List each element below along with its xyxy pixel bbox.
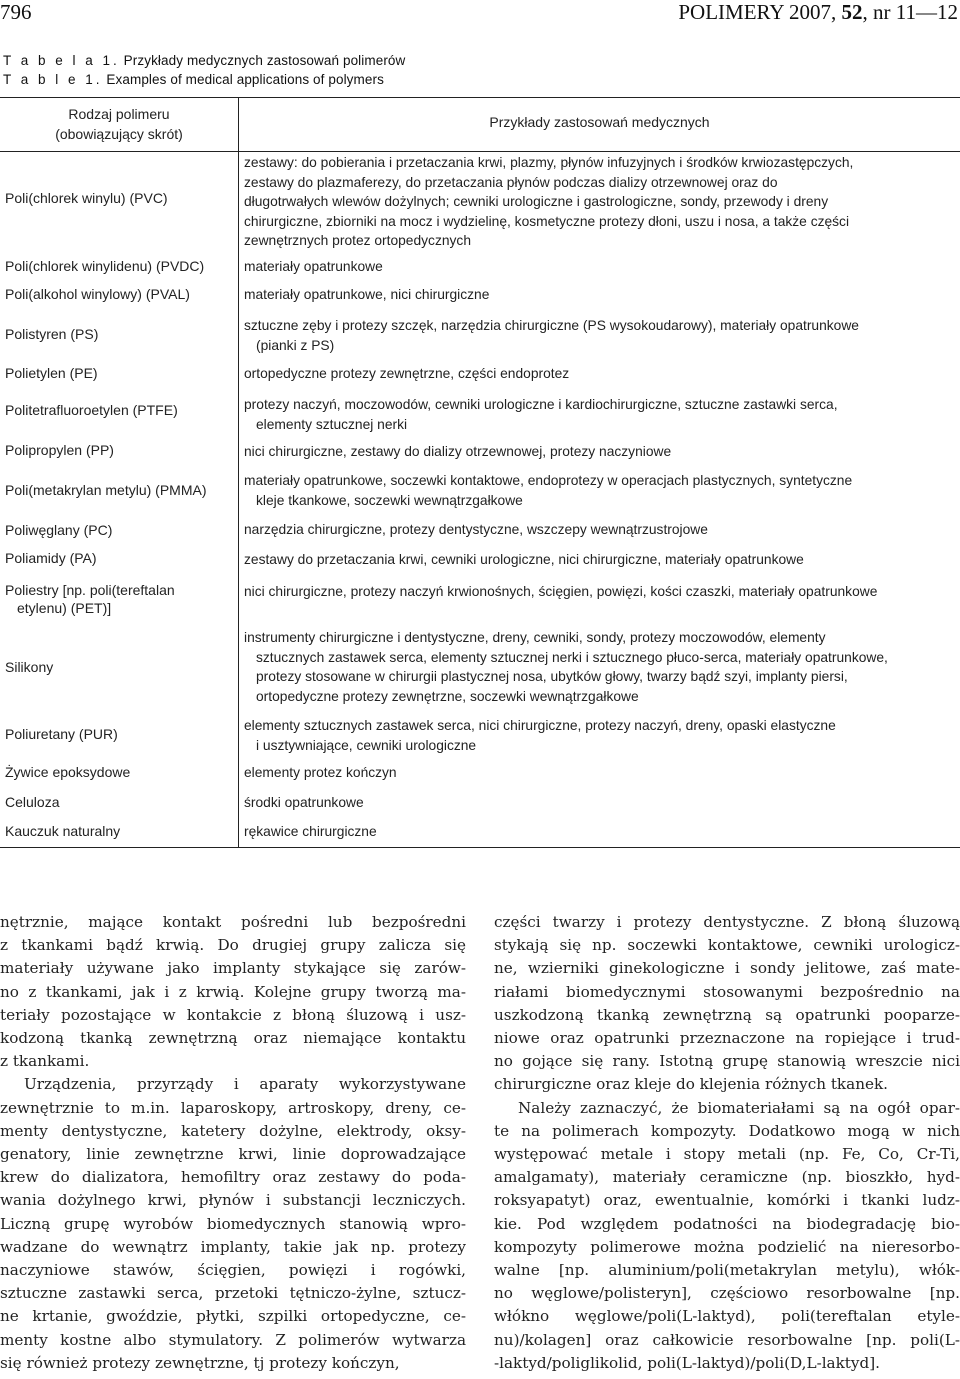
text-line: chirurgiczne oraz kleje do klejenia różnych tkanek.	[494, 1075, 888, 1094]
text-line: no gojące się rany. Istotną grupę stanowią wreszcie nici	[494, 1052, 960, 1071]
application-line: instrumenty chirurgiczne i dentystyczne, dreny, cewniki, sondy, protezy moczowodów, elementy	[244, 630, 826, 645]
polymer-name-line: Poli(chlorek winylidenu) (PVDC)	[5, 258, 205, 274]
text-line: teriały pozostające w kontakcie z błoną śluzową i usz-	[0, 1005, 466, 1024]
text-line: włókno węglowe/poli(L-laktyd), poli(tereftalan etyle-	[494, 1307, 960, 1326]
application-line: elementy protez kończyn	[244, 765, 397, 780]
polymer-name-line: Politetrafluoroetylen (PTFE)	[5, 402, 178, 418]
column-header-polymer-line: (obowiązujący skrót)	[55, 126, 183, 142]
text-line: naczyniowe stawów, ścięgien, powięzi i rogówki,	[0, 1261, 466, 1280]
polymer-name-line: Polietylen (PE)	[5, 365, 98, 381]
application-text	[244, 442, 956, 462]
application-text	[244, 716, 956, 755]
application-line: elementy sztucznych zastawek serca, nici chirurgiczne, protezy naczyń, dreny, opaski elastyczne	[244, 718, 836, 733]
journal-header	[678, 0, 958, 24]
text-line: zewnętrznie to m.in. laparoskopy, artroskopy, dreny, ce-	[0, 1098, 466, 1117]
text-line: sztuczne zastawki serca, przetoki tętniczo-żylne, sztucz-	[0, 1284, 466, 1303]
application-line: zestawy do przetaczania krwi, cewniki urologiczne, nici chirurgiczne, materiały opatrunkowe	[244, 552, 804, 567]
text-line: Urządzenia, przyrządy i aparaty wykorzystywane	[24, 1075, 466, 1094]
table-caption-en	[3, 72, 384, 87]
table-header-rule	[0, 151, 960, 152]
text-line: walne [np. aluminium/poli(metakrylan metylu), włók-	[494, 1261, 960, 1280]
text-line: niowe oraz opatrunki przeznaczone na ropiejące i trud-	[494, 1029, 960, 1048]
polymer-name	[5, 763, 235, 781]
text-line: uszkodzoną tkanką zewnętrzną są opatrunki pooparze-	[494, 1005, 960, 1024]
polymer-name	[5, 189, 235, 207]
text-line: menty dentystyczne, katetery dożylne, elektrody, oksy-	[0, 1121, 466, 1140]
polymer-name-line: Poli(alkohol winylowy) (PVAL)	[5, 286, 190, 302]
journal-name: POLIMERY 2007,	[678, 0, 837, 24]
text-line: materiały używane jako implanty stykające się zarów-	[0, 959, 466, 978]
polymer-name	[5, 793, 235, 811]
application-line: i usztywniające, cewniki urologiczne	[256, 737, 477, 753]
polymer-name	[5, 822, 235, 840]
text-line: ne, wzierniki ginekologiczne i sondy jelitowe, zaś mate-	[494, 959, 960, 978]
text-line: stykają się np. soczewki kontaktowe, cewniki urologicz-	[494, 936, 960, 955]
application-line: elementy sztucznej nerki	[256, 416, 408, 432]
page-number: 796	[0, 0, 32, 24]
application-line: chirurgiczne, zbiorniki na mocz i wydzielinę, kosmetyczne protezy dłoni, uszu i nosa, a także części	[244, 213, 850, 229]
application-line: sztuczne zęby i protezy szczęk, narzędzia chirurgiczne (PS wysokoudarowy), materiały opatrunkowe	[244, 318, 859, 333]
text-line: krew do dializatora, hemofiltry oraz zestawy do poda-	[0, 1168, 466, 1187]
text-line: -laktyd/poliglikolid, poli(L-laktyd)/poli(D,L-laktyd].	[494, 1353, 880, 1372]
text-line: riałami biomedycznymi stosowanymi bezpośrednio na	[494, 982, 960, 1001]
application-text	[244, 550, 956, 570]
column-header-applications: Przykłady zastosowań medycznych	[489, 114, 710, 130]
application-line: nici chirurgiczne, protezy naczyń krwionośnych, ścięgien, powięzi, kości czaszki, materiały opatrunkowe	[244, 584, 878, 599]
application-line: protezy stosowane w chirurgii plastycznej nosa, ubytków głowy, twarzy bądź szyi, implanty piersi,	[256, 669, 848, 684]
text-line: wadzane do wewnątrz implanty, takie jak np. protezy	[0, 1237, 466, 1256]
text-line: amalgamaty), materiały ceramiczne (np. bioszkło, hyd-	[494, 1168, 960, 1187]
application-text	[244, 471, 956, 510]
application-text	[244, 395, 956, 434]
polymer-name	[5, 581, 235, 617]
text-line: ne krtanie, gwoździe, płytki, szpilki ortopedyczne, ce-	[0, 1307, 466, 1326]
text-line: występować metale i stopy metali (np. Fe, Co, Cr-Ti,	[494, 1145, 960, 1164]
polymer-name	[5, 325, 235, 343]
paragraph	[494, 911, 960, 1097]
application-text	[244, 628, 956, 706]
polymer-name	[5, 549, 235, 567]
column-header-polymer	[0, 104, 238, 144]
application-line: kleje tkankowe, soczewki wewnątrzgałkowe	[256, 492, 523, 508]
text-line: roksyapatyt) oraz, ewentualnie, komórki i tkanki ludz-	[494, 1191, 960, 1210]
polymer-name	[5, 285, 235, 303]
application-text	[244, 316, 956, 355]
application-line: materiały opatrunkowe, nici chirurgiczne	[244, 287, 490, 302]
polymer-name-line: Poli(chlorek winylu) (PVC)	[5, 190, 168, 206]
text-line: wania dożylnego krwi, płynów i substancji leczniczych.	[0, 1191, 466, 1210]
journal-issue: , nr 11—12	[862, 0, 958, 24]
paragraph	[0, 911, 466, 1073]
polymer-name	[5, 658, 235, 676]
polymer-name	[5, 521, 235, 539]
text-line: kie. Pod względem podatności na biodegradację bio-	[494, 1214, 960, 1233]
polymer-name-line: Polipropylen (PP)	[5, 442, 114, 458]
paragraph	[0, 1073, 466, 1375]
polymer-name-line: Silikony	[5, 659, 54, 675]
application-line: nici chirurgiczne, zestawy do dializy otrzewnowej, protezy naczyniowe	[244, 444, 672, 459]
application-line: materiały opatrunkowe, soczewki kontaktowe, endoprotezy w operacjach plastycznych, syntetyczne	[244, 473, 853, 488]
application-line: protezy naczyń, moczowodów, cewniki urologiczne i kardiochirurgiczne, sztuczne zastawki serca,	[244, 397, 838, 412]
polymer-name-line: Polistyren (PS)	[5, 326, 99, 342]
body-column-left	[0, 911, 466, 1375]
application-text	[244, 520, 956, 540]
application-text	[244, 364, 956, 384]
application-text	[244, 582, 956, 602]
polymer-name-line: Celuloza	[5, 794, 60, 810]
text-line: no z tkankami, jak i z krwią. Kolejne grupy tworzą ma-	[0, 982, 466, 1001]
application-line: długotrwałych wlewów dożylnych; cewniki urologiczne i gastrologiczne, sondy, przewody i dreny	[244, 194, 829, 209]
table-bottom-rule	[0, 847, 960, 848]
application-line: środki opatrunkowe	[244, 795, 364, 810]
application-line: ortopedyczne protezy zewnętrzne, części endoprotez	[244, 366, 570, 381]
polymer-name	[5, 441, 235, 459]
application-line: rękawice chirurgiczne	[244, 824, 377, 839]
polymer-name-line: Poliestry [np. poli(tereftalan	[5, 582, 175, 598]
polymer-name-line: Żywice epoksydowe	[5, 764, 131, 780]
application-text	[244, 793, 956, 813]
application-text	[244, 257, 956, 277]
text-line: nu)/kolagen] oraz całkowicie resorbowalne [np. poli(L-	[494, 1330, 960, 1349]
journal-volume: 52	[841, 0, 863, 24]
polymer-name	[5, 725, 235, 743]
table-top-rule	[0, 97, 960, 98]
application-text	[244, 763, 956, 783]
polymer-name-line: Poliuretany (PUR)	[5, 726, 118, 742]
table-caption-pl	[3, 53, 405, 68]
application-line: zestawy: do pobierania i przetaczania krwi, plazmy, płynów infuzyjnych i środków krwiozastępczych,	[244, 155, 854, 170]
column-header-polymer-line: Rodzaj polimeru	[68, 106, 170, 122]
application-line: zewnętrznych protez ortopedycznych	[244, 233, 471, 248]
text-line: menty kostne albo stymulatory. Z polimerów wytwarza	[0, 1330, 466, 1349]
application-line: sztucznych zastawek serca, elementy sztucznej nerki i sztucznego płuco-serca, materiały opatrunkowe,	[256, 649, 888, 665]
polymer-name-line: Poliwęglany (PC)	[5, 522, 113, 538]
polymer-name	[5, 481, 235, 499]
text-line: z tkankami.	[0, 1052, 90, 1071]
polymer-name-line: Poliamidy (PA)	[5, 550, 97, 566]
text-line: nętrznie, mające kontakt pośredni lub bezpośredni	[0, 913, 466, 931]
polymer-name-line: etylenu) (PET)]	[17, 600, 112, 616]
text-line: się również protezy zewnętrzne, tj protezy kończyn,	[0, 1353, 400, 1372]
application-text	[244, 153, 956, 251]
table-title-en: Examples of medical applications of polymers	[106, 72, 384, 87]
text-line: części twarzy i protezy dentystyczne. Z błoną śluzową	[494, 913, 960, 931]
polymer-name	[5, 401, 235, 419]
application-line: narzędzia chirurgiczne, protezy dentystyczne, wszczepy wewnątrzustrojowe	[244, 522, 708, 537]
application-text	[244, 285, 956, 305]
text-line: genatory, linie zewnętrzne krwi, linie doprowadzające	[0, 1145, 466, 1164]
text-line: te na polimerach kompozyty. Dodatkowo mogą w nich	[494, 1121, 960, 1140]
polymer-name-line: Poli(metakrylan metylu) (PMMA)	[5, 482, 207, 498]
polymer-name	[5, 364, 235, 382]
text-line: no węglowe/polisteryn], częściowo resorbowalne [np.	[494, 1284, 960, 1303]
paragraph	[494, 1097, 960, 1375]
application-line: ortopedyczne protezy zewnętrzne, soczewki wewnątrzgałkowe	[256, 688, 639, 704]
polymer-name-line: Kauczuk naturalny	[5, 823, 121, 839]
application-line: materiały opatrunkowe	[244, 259, 383, 274]
text-line: z tkankami bądź krwią. Do drugiej grupy zalicza się	[0, 936, 466, 955]
application-line: zestawy do plazmaferezy, do przetaczania płynów podczas dializy otrzewnowej oraz do	[244, 174, 778, 190]
polymer-name	[5, 257, 235, 275]
body-column-right	[494, 911, 960, 1375]
polymer-applications-table	[0, 97, 960, 848]
table-column-divider	[238, 97, 239, 848]
application-text	[244, 822, 956, 842]
table-label-pl: T a b e l a 1.	[3, 53, 120, 68]
text-line: Liczną grupę wyrobów biomedycznych stanowią wpro-	[0, 1214, 466, 1233]
application-line: (pianki z PS)	[256, 337, 335, 353]
table-label-en: T a b l e 1.	[3, 72, 103, 87]
text-line: Należy zaznaczyć, że biomateriałami są na ogół opar-	[518, 1098, 960, 1117]
text-line: kodzoną tkanką zewnętrzną oraz niemające kontaktu	[0, 1029, 466, 1048]
text-line: kompozyty polimerowe można podzielić na nieresorbo-	[494, 1237, 960, 1256]
table-title-pl: Przykłady medycznych zastosowań polimerów	[123, 53, 406, 68]
